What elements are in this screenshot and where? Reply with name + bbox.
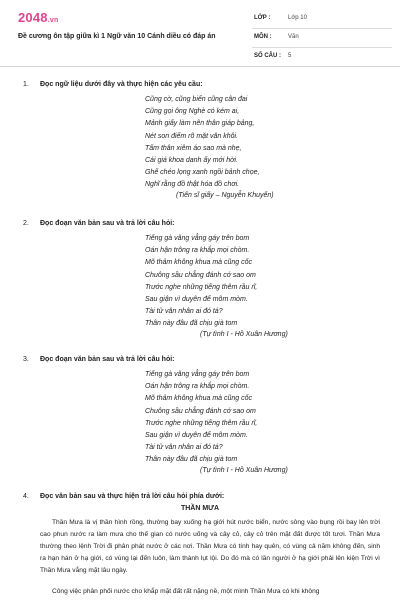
story-paragraph: Thần Mưa là vị thần hình rồng, thường bay xuống hạ giới hút nước biển, nước sông vào bụng rồi bay lên trời cao phun nước ra làm mưa cho thế gian có nước uống và cây cỏ, cây cỏ trên mặt đất được tốt tươi. Thần Mưa thường theo lệnh Trời đi phân phát nước ở các nơi. Thần Mưa có tính hay quên, có vùng cả năm không đến, sinh ra hạn hán ở hạ giới, có vùng lại đến luôn, làm thành lụt lội. Do đó mà có lần người ở hạ giới phải lên kiện Trời vì Thần Mưa vắng mặt lâu ngày. — [40, 519, 380, 574]
logo-main: 2048 — [18, 10, 48, 25]
poem-line: Mõ thảm không khua mà cũng cốc — [145, 259, 253, 267]
poem-line: Cũng gọi ông Nghè có kém ai, — [145, 108, 240, 116]
meta-row-count — [252, 48, 392, 67]
poem-line: Tiếng gà văng vẳng gáy trên bom — [145, 371, 250, 378]
poem-line: Tấm thân xiêm áo sao mà nhẹ, — [145, 144, 242, 152]
poem-line: Cái giá khoa danh ấy mới hời. — [145, 157, 238, 165]
meta-value: Văn — [288, 34, 299, 40]
question-prompt: Đọc đoạn văn bản sau và trả lời câu hỏi: — [40, 220, 175, 227]
meta-row-subject — [252, 29, 392, 48]
poem-line: Oán hận trông ra khắp mọi chòm. — [145, 383, 250, 391]
poem-line: Thân này đâu đã chịu già tom — [145, 320, 238, 328]
poem-source: (Tự tình I - Hồ Xuân Hương) — [200, 467, 288, 474]
poem-line: Nét son điểm rõ mặt văn khôi. — [145, 132, 238, 140]
question-prompt: Đọc ngữ liệu dưới đây và thực hiện các yêu cầu: — [40, 81, 203, 88]
poem-line: Tiếng gà văng vẳng gáy trên bom — [145, 235, 250, 242]
question-prompt: Đọc văn bản sau và thực hiện trả lời câu hỏi phía dưới: — [40, 493, 225, 500]
poem-line: Cũng cờ, cũng biển cũng cân đai — [145, 96, 248, 103]
meta-label: SỐ CÂU : — [254, 53, 281, 59]
poem — [145, 94, 259, 192]
story-paragraph: Công việc phân phối nước cho khắp mặt đất rất nặng nề, một mình Thần Mưa có khi không — [52, 588, 320, 595]
meta-row-class — [252, 10, 392, 29]
meta-value: 5 — [288, 53, 292, 59]
poem-source: (Tự tình I - Hồ Xuân Hương) — [200, 331, 288, 338]
meta-label: MÔN : — [254, 34, 272, 40]
poem-line: Ghế chéo lọng xanh ngồi bảnh chọe, — [145, 169, 260, 177]
meta-label: LỚP : — [254, 15, 271, 21]
document-header — [0, 0, 400, 68]
poem-line: Mảnh giấy làm nên thân giáp bảng, — [145, 120, 255, 128]
meta-value: Lớp 10 — [288, 15, 307, 21]
question-number: 1. — [23, 81, 29, 88]
header-divider — [0, 66, 400, 67]
poem-line: Trước nghe những tiếng thêm rầu rĩ, — [145, 419, 258, 427]
document-title: Đề cương ôn tập giữa kì 1 Ngữ văn 10 Cánh diều có đáp án — [18, 33, 216, 40]
poem-line: Mõ thảm không khua mà cũng cốc — [145, 395, 253, 403]
question-prompt: Đọc đoạn văn bản sau và trả lời câu hỏi: — [40, 356, 175, 363]
poem-line: Trước nghe những tiếng thêm rầu rĩ, — [145, 283, 258, 291]
poem-line: Chuông sầu chẳng đánh cớ sao om — [145, 407, 256, 415]
poem-line: Sau giận vì duyên để mõm mòm. — [145, 296, 248, 304]
question-number: 3. — [23, 356, 29, 363]
logo-suffix: .vn — [47, 17, 59, 24]
question-number: 4. — [23, 493, 29, 500]
poem-line: Chuông sầu chẳng đánh cớ sao om — [145, 271, 256, 279]
poem-line: Thân này đâu đã chịu già tom — [145, 456, 238, 464]
poem — [145, 233, 257, 331]
poem-line: Oán hận trông ra khắp mọi chòm. — [145, 247, 250, 255]
question-number: 2. — [23, 220, 29, 227]
poem — [145, 369, 257, 467]
meta-table — [252, 10, 392, 67]
poem-line: Tài tử văn nhân ai đó tá? — [145, 308, 223, 316]
story-title: THẦN MƯA — [180, 505, 220, 512]
poem-line: Nghĩ rằng đồ thật hóa đồ chơi. — [145, 181, 240, 189]
poem-line: Tài tử văn nhân ai đó tá? — [145, 444, 223, 452]
poem-line: Sau giận vì duyên để mõm mòm. — [145, 432, 248, 440]
site-logo[interactable] — [18, 10, 58, 25]
poem-source: (Tiến sĩ giấy – Nguyễn Khuyến) — [176, 192, 274, 199]
